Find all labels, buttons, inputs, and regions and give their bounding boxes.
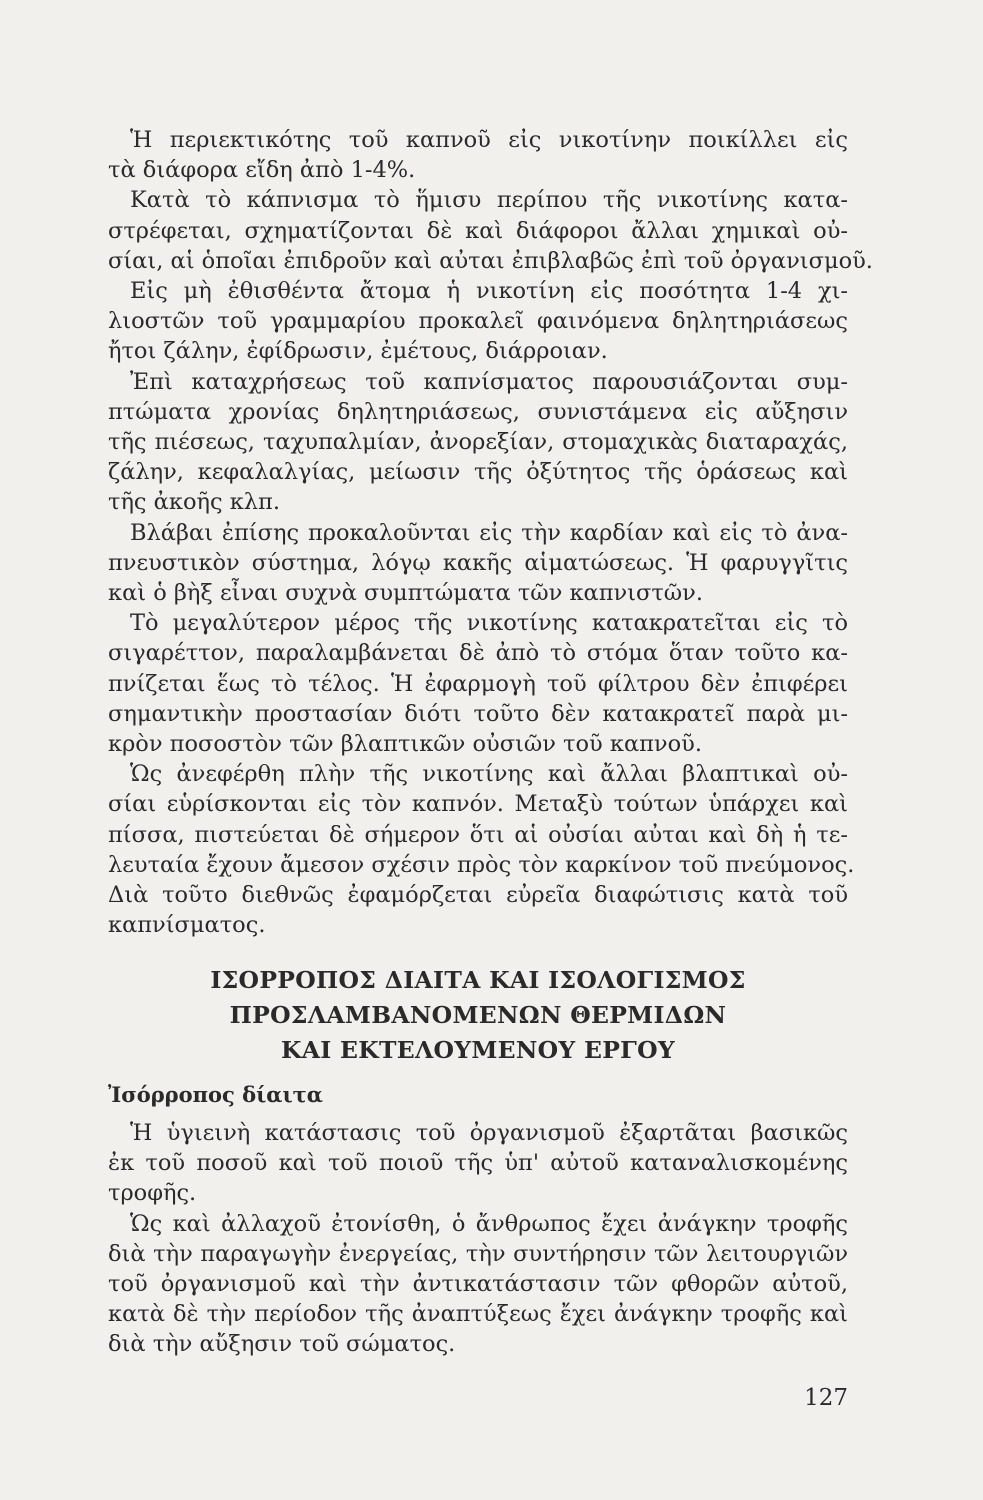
- nicotine-section: [108, 125, 873, 940]
- text-line: καὶ ὁ βὴξ εἶναι συχνὰ συμπτώματα τῶν καπνιστῶν.: [108, 580, 703, 607]
- text-line: Εἰς μὴ ἐθισθέντα ἄτομα ἡ νικοτίνη εἰς ποσότητα 1-4 χι-: [130, 278, 848, 305]
- text-line: Ὡς ἀνεφέρθη πλὴν τῆς νικοτίνης καὶ ἄλλαι βλαπτικαὶ οὐ-: [130, 761, 848, 788]
- text-line: τῆς ἀκοῆς κλπ.: [108, 489, 280, 516]
- text-line: πνίζεται ἕως τὸ τέλος. Ἡ ἐφαρμογὴ τοῦ φίλτρου δὲν ἐπιφέρει: [108, 670, 848, 697]
- text-line: Ἐπὶ καταχρήσεως τοῦ καπνίσματος παρουσιάζονται συμ-: [130, 368, 848, 395]
- paragraph: [108, 367, 848, 518]
- heading-line: ΚΑΙ ΕΚΤΕΛΟΥΜΕΝΟΥ ΕΡΓΟΥ: [281, 1036, 675, 1064]
- paragraph: [108, 1209, 848, 1360]
- text-line: Κατὰ τὸ κάπνισμα τὸ ἥμισυ περίπου τῆς νικοτίνης κατα-: [130, 187, 848, 214]
- text-line: σίαι, αἱ ὁποῖαι ἐπιδροῦν καὶ αὐται ἐπιβλαβῶς ἐπὶ τοῦ ὀργανισμοῦ.: [108, 247, 873, 274]
- text-line: διὰ τὴν αὔξησιν τοῦ σώματος.: [108, 1331, 456, 1358]
- text-line: σημαντικὴν προστασίαν διότι τοῦτο δὲν κατακρατεῖ παρὰ μι-: [108, 700, 848, 727]
- text-line: Διὰ τοῦτο διεθνῶς ἐφαμόρζεται εὐρεῖα διαφώτισις κατὰ τοῦ: [108, 882, 848, 909]
- paragraph: [108, 1118, 848, 1209]
- text-line: ζάλην, κεφαλαλγίας, μείωσιν τῆς ὀξύτητος τῆς ὁράσεως καὶ: [108, 459, 848, 486]
- paragraph: [108, 125, 848, 185]
- text-line: τῆς πιέσεως, ταχυπαλμίαν, ἀνορεξίαν, στομαχικὰς διαταραχάς,: [108, 429, 848, 456]
- page-number: 127: [804, 1385, 848, 1411]
- text-line: κατὰ δὲ τὴν περίοδον τῆς ἀναπτύξεως ἔχει ἀνάγκην τροφῆς καὶ: [108, 1301, 848, 1328]
- text-line: ἐκ τοῦ ποσοῦ καὶ τοῦ ποιοῦ τῆς ὑπ' αὐτοῦ καταναλισκομένης: [108, 1150, 848, 1177]
- text-line: στρέφεται, σχηματίζονται δὲ καὶ διάφοροι ἄλλαι χημικαὶ οὐ-: [108, 217, 848, 244]
- text-line: σιγαρέττον, παραλαμβάνεται δὲ ἀπὸ τὸ στόμα ὅταν τοῦτο κα-: [108, 640, 848, 667]
- text-line: Ἡ περιεκτικότης τοῦ καπνοῦ εἰς νικοτίνην ποικίλλει εἰς: [130, 127, 848, 153]
- text-line: κρὸν ποσοστὸν τῶν βλαπτικῶν οὐσιῶν τοῦ καπνοῦ.: [108, 731, 702, 758]
- text-line: Βλάβαι ἐπίσης προκαλοῦνται εἰς τὴν καρδίαν καὶ εἰς τὸ ἀνα-: [130, 519, 848, 546]
- paragraph: [108, 185, 873, 276]
- text-line: Ἡ ὑγιεινὴ κατάστασις τοῦ ὀργανισμοῦ ἐξαρτᾶται βασικῶς: [130, 1120, 848, 1146]
- text-line: καπνίσματος.: [108, 912, 266, 939]
- text-line: πίσσα, πιστεύεται δὲ σήμερον ὅτι αἱ οὐσίαι αὐται καὶ δὴ ἡ τε-: [108, 821, 848, 848]
- heading-line: ΙΣΟΡΡΟΠΟΣ ΔΙΑΙΤΑ ΚΑΙ ΙΣΟΛΟΓΙΣΜΟΣ: [210, 966, 746, 994]
- text-line: σίαι εὑρίσκονται εἰς τὸν καπνόν. Μεταξὺ τούτων ὑπάρχει καὶ: [108, 791, 848, 818]
- text-line: Τὸ μεγαλύτερον μέρος τῆς νικοτίνης κατακρατεῖται εἰς τὸ: [130, 610, 848, 637]
- text-line: τοῦ ὀργανισμοῦ καὶ τὴν ἀντικατάστασιν τῶν φθορῶν αὐτοῦ,: [108, 1271, 848, 1298]
- heading-line: ΠΡΟΣΛΑΜΒΑΝΟΜΕΝΩΝ ΘΕΡΜΙΔΩΝ: [229, 1001, 727, 1029]
- text-line: ἤτοι ζάλην, ἐφίδρωσιν, ἐμέτους, διάρροιαν.: [108, 338, 608, 365]
- paragraph: [108, 759, 855, 940]
- text-line: τὰ διάφορα εἴδη ἀπὸ 1-4%.: [108, 157, 416, 184]
- paragraph: [108, 276, 848, 367]
- text-line: τροφῆς.: [108, 1180, 197, 1207]
- text-line: πτώματα χρονίας δηλητηριάσεως, συνιστάμενα εἰς αὔξησιν: [108, 398, 848, 425]
- text-line: Ὡς καὶ ἀλλαχοῦ ἐτονίσθη, ὁ ἄνθρωπος ἔχει ἀνάγκην τροφῆς: [130, 1210, 848, 1237]
- section-heading: [108, 963, 848, 1068]
- text-line: πνευστικὸν σύστημα, λόγῳ κακῆς αἱματώσεως. Ἡ φαρυγγῖτις: [108, 549, 848, 576]
- text-line: λευταία ἔχουν ἄμεσον σχέσιν πρὸς τὸν καρκίνον τοῦ πνεύμονος.: [108, 851, 855, 878]
- paragraph: [108, 518, 848, 609]
- text-line: λιοστῶν τοῦ γραμμαρίου προκαλεῖ φαινόμενα δηλητηριάσεως: [108, 308, 848, 335]
- subheading: Ἰσόρροπος δίαιτα: [108, 1082, 323, 1107]
- paragraph: [108, 608, 848, 759]
- text-line: διὰ τὴν παραγωγὴν ἐνεργείας, τὴν συντήρησιν τῶν λειτουργιῶν: [108, 1240, 848, 1267]
- balanced-diet-section: [108, 1118, 848, 1360]
